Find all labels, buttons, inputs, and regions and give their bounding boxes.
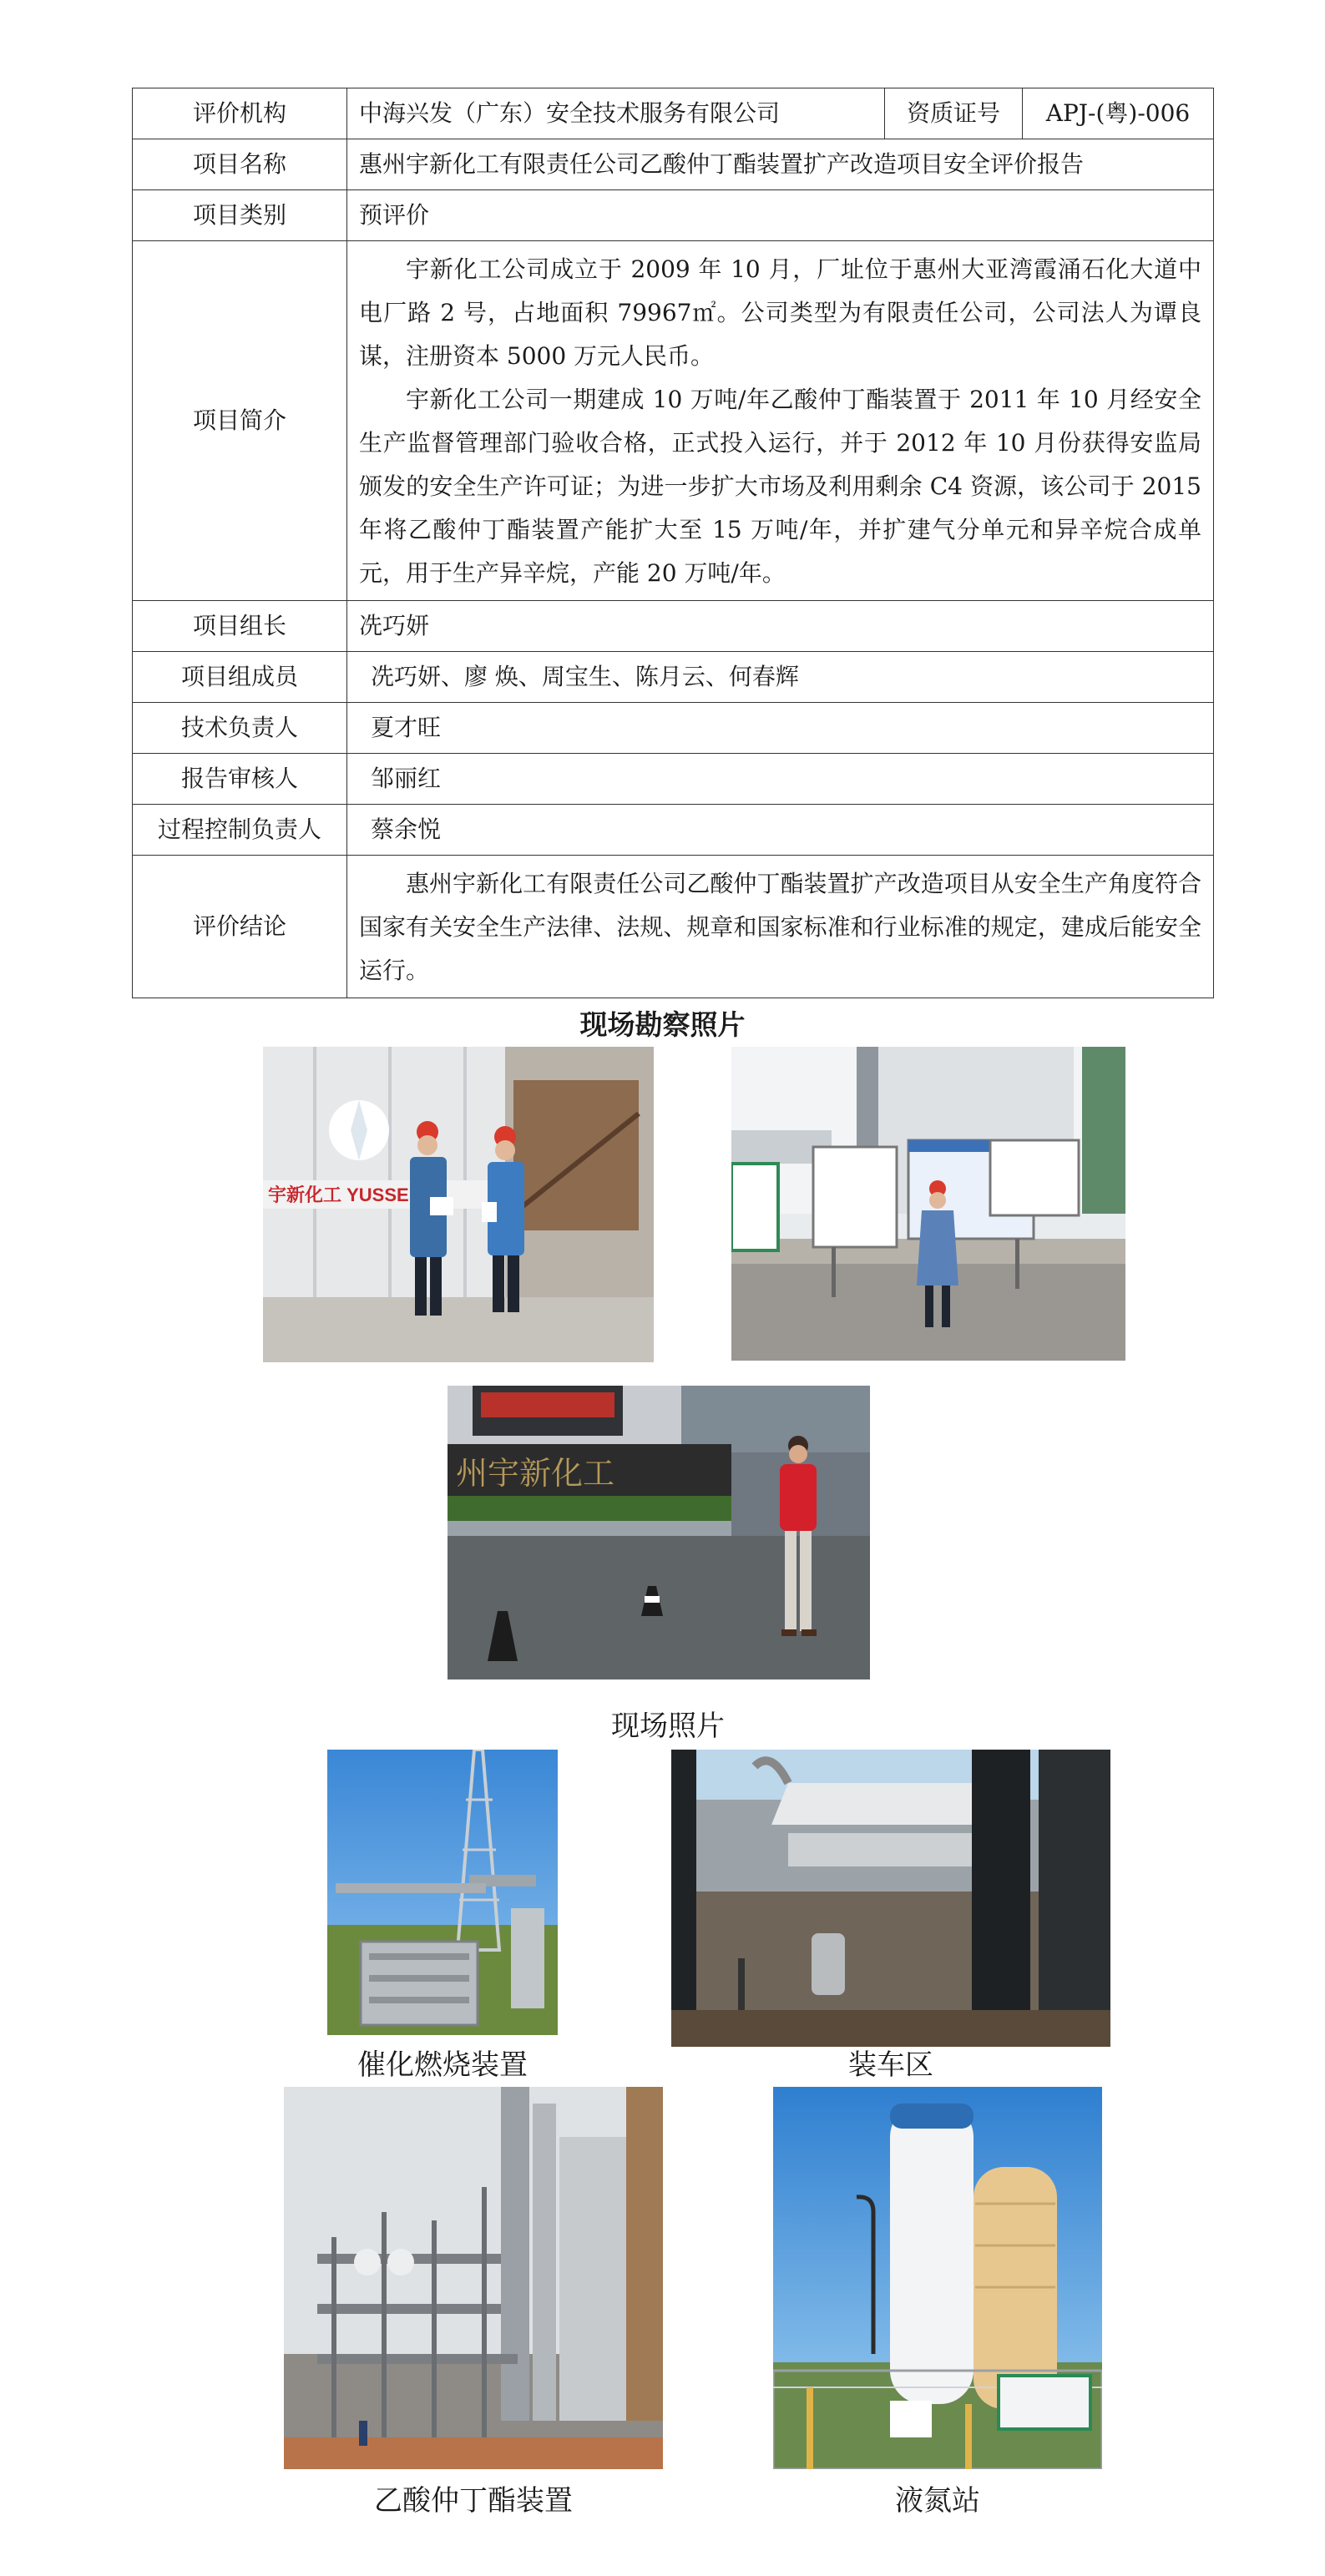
members-value: 冼巧妍、廖 焕、周宝生、陈月云、何春辉 xyxy=(347,652,1214,703)
catalytic-combustion-caption: 催化燃烧装置 xyxy=(357,2048,528,2082)
org-label: 评价机构 xyxy=(133,88,347,139)
qualification-value: APJ-(粤)-006 xyxy=(1023,88,1214,139)
leader-label: 项目组长 xyxy=(133,601,347,652)
loading-area-caption: 装车区 xyxy=(848,2048,933,2082)
plant-wall-text: 州宇新化工 xyxy=(456,1455,615,1492)
plant-entrance-photo xyxy=(448,1386,870,1679)
qualification-label: 资质证号 xyxy=(885,88,1023,139)
catalytic-combustion-photo xyxy=(327,1750,558,2035)
conclusion-cell xyxy=(347,856,1214,998)
notice-board-photo xyxy=(731,1047,1125,1361)
project-name-label: 项目名称 xyxy=(133,139,347,190)
conclusion-text: 惠州宇新化工有限责任公司乙酸仲丁酯装置扩产改造项目从安全生产角度符合国家有关安全生产法律、法规、规章和国家标准和行业标准的规定，建成后能安全运行。 xyxy=(359,870,1201,984)
intro-paragraph-1: 宇新化工公司成立于 2009 年 10 月，厂址位于惠州大亚湾霞涌石化大道中电厂路 2 号，占地面积 79967㎡。公司类型为有限责任公司，公司法人为谭良谋，注册资本 5000 万元人民币。 xyxy=(359,255,1201,370)
evaluation-info-table xyxy=(132,88,1214,998)
intro-paragraph-2: 宇新化工公司一期建成 10 万吨/年乙酸仲丁酯装置于 2011 年 10 月经安全生产监督管理部门验收合格，正式投入运行，并于 2012 年 10 月份获得安监局颁发的安全生产许可证；为进一步扩大市场及利用剩余 C4 资源，该公司于 2015 年将乙酸仲丁酯装置产能扩大至 15 万吨/年，并扩建气分单元和异辛烷合成单元，用于生产异辛烷，产能 20 万吨/年。 xyxy=(359,386,1201,587)
tech-lead-value: 夏才旺 xyxy=(347,703,1214,754)
org-value: 中海兴发（广东）安全技术服务有限公司 xyxy=(347,88,885,139)
tech-lead-label: 技术负责人 xyxy=(133,703,347,754)
project-type-value: 预评价 xyxy=(347,190,1214,241)
company-sign-text: 宇新化工 YUSSE xyxy=(268,1184,409,1205)
site-photos-caption: 现场照片 xyxy=(611,1710,725,1743)
project-name-value: 惠州宇新化工有限责任公司乙酸仲丁酯装置扩产改造项目安全评价报告 xyxy=(347,139,1214,190)
process-control-value: 蔡余悦 xyxy=(347,805,1214,856)
liquid-nitrogen-caption: 液氮站 xyxy=(895,2484,980,2518)
reviewer-value: 邹丽红 xyxy=(347,754,1214,805)
lobby-photo xyxy=(263,1047,654,1362)
loading-area-photo xyxy=(671,1750,1110,2047)
reviewer-label: 报告审核人 xyxy=(133,754,347,805)
members-label: 项目组成员 xyxy=(133,652,347,703)
intro-cell xyxy=(347,241,1214,601)
liquid-nitrogen-photo xyxy=(773,2087,1102,2469)
conclusion-label: 评价结论 xyxy=(133,856,347,998)
leader-value: 冼巧妍 xyxy=(347,601,1214,652)
survey-photos-title: 现场勘察照片 xyxy=(579,1008,746,1041)
butyl-acetate-unit-photo xyxy=(284,2087,663,2469)
project-type-label: 项目类别 xyxy=(133,190,347,241)
intro-label: 项目简介 xyxy=(133,241,347,601)
process-control-label: 过程控制负责人 xyxy=(133,805,347,856)
butyl-acetate-unit-caption: 乙酸仲丁酯装置 xyxy=(374,2484,573,2518)
